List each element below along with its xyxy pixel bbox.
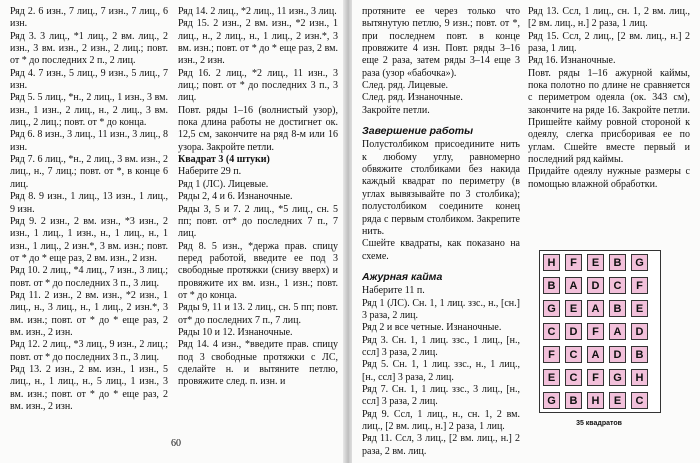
- paragraph: Ряд 5. 5 лиц., *н., 2 лиц., 1 изн., 3 вм. изн., 1 изн., 2 лиц., н., 2 лиц., 3 вм. лиц., 2 лиц.; повт. от * до конца.: [10, 92, 168, 129]
- paragraph: Ряды 10 и 12. Изнаночные.: [178, 326, 293, 338]
- square-cell: A: [587, 346, 604, 363]
- paragraph: Ряд 1 (ЛС). Сн. 1, 1 лиц. ззс., н., [сн.] 3 раза, 2 лиц.: [362, 297, 520, 321]
- left-column-1: [10, 6, 168, 413]
- square-cell: E: [565, 300, 582, 317]
- diagram-row: [540, 251, 660, 274]
- square-cell: E: [631, 300, 648, 317]
- left-column-2: [178, 6, 338, 389]
- paragraph: Ряд 6. 8 изн., 3 лиц., 11 изн., 3 лиц., 8 изн.: [10, 129, 168, 153]
- paragraph: Наберите 11 п.: [362, 285, 425, 297]
- paragraph: Ряд 16. Изнаночные.: [528, 55, 616, 67]
- square-cell: F: [543, 346, 560, 363]
- diagram-row: [540, 366, 660, 389]
- paragraph: Ряд 14. 4 изн., *введите прав. спицу под 3 свободные протяжки с ЛС, сделайте н. и вытяните петлю, провяжите след. п. изн. и: [178, 339, 338, 388]
- square-cell: A: [565, 277, 582, 294]
- square-cell: G: [609, 369, 626, 386]
- paragraph: Ряд 15. Ссл, 2 лиц., [2 вм. лиц., н.] 2 раза, 1 лиц.: [528, 30, 690, 55]
- paragraph: Ряд 9. 2 изн., 2 вм. изн., *3 изн., 2 изн., 1 лиц., 1 изн., н., 1 лиц., н., 1 изн., 1 лиц., 2 изн.*, 3 вм. изн.; повт. от * до * еще раз, 2 вм. изн., 2 изн.: [10, 215, 168, 264]
- paragraph: Ряд 14. 2 лиц., *2 лиц., 11 изн., 3 лиц.: [178, 6, 337, 17]
- square-cell: C: [609, 277, 626, 294]
- square-cell: G: [631, 254, 648, 271]
- square-cell: H: [543, 254, 560, 271]
- paragraph: Ряды 9, 11 и 13. 2 лиц., сн. 5 пп; повт. от* до последних 7 п., 7 лиц.: [178, 302, 338, 326]
- paragraph: Ряд 8. 5 изн., *держа прав. спицу перед работой, введите ее под 3 свободные протяжки (снизу вверх) и провяжите их вм. изн., 1 изн.; повт. от * до конца.: [178, 240, 338, 301]
- paragraph: протяните ее через только что вытянутую петлю, 9 изн.; повт. от *, при последнем повт. в конце провяжите 4 изн. Повт. ряды 3–16 еще 2 раза, затем ряды 3–14 еще 3 раза (узор «бабочка»).: [362, 6, 520, 79]
- square-cell: F: [587, 323, 604, 340]
- square-cell: A: [587, 300, 604, 317]
- paragraph: Ряд 5. Сн. 1, 1 лиц. ззс., н., 1 лиц., [н., ссл] 3 раза, 2 лиц.: [362, 359, 520, 383]
- square-cell: D: [565, 323, 582, 340]
- paragraph: Ряд 2. 6 изн., 7 лиц., 7 изн., 7 лиц., 6 изн.: [10, 6, 168, 30]
- diagram-row: [540, 297, 660, 320]
- paragraph: Ряд 7. 6 лиц., *н., 2 лиц., 3 вм. изн., 2 лиц., н., 7 лиц.; повт. от *, в конце 6 лиц.: [10, 154, 168, 190]
- square-cell: F: [631, 277, 648, 294]
- paragraph: Закройте петли.: [362, 104, 430, 116]
- section-heading: Завершение работы: [362, 125, 474, 138]
- paragraph: Повт. ряды 1–16 (волнистый узор), пока длина работы не достигнет ок. 12,5 см, закончите на ряд 8-м или 16 узора. Закройте петли.: [178, 104, 338, 153]
- square-cell: D: [587, 277, 604, 294]
- paragraph: Ряд 1 (ЛС). Лицевые.: [178, 178, 269, 190]
- subheading: Квадрат 3 (4 штуки): [178, 154, 270, 166]
- square-cell: C: [543, 323, 560, 340]
- paragraph: Ряд 13. 2 изн., 2 вм. изн., 1 изн., 5 лиц., н., 1 лиц., н., 5 лиц., 1 изн., 3 вм. изн.; повт. от * до * еще раз, 2 вм. изн., 2 изн.: [10, 363, 168, 412]
- paragraph: Повт. ряды 1–16 ажурной каймы, пока полотно по длине не сравняется с периметром одеяла (ок. 343 см), закончите на ряде 16. Закройте петли. Пришейте кайму ровной стороной к одеялу, слегка присборивая ее по углам. Сшейте вместе первый и последний ряд каймы.: [528, 67, 690, 166]
- paragraph: Ряд 9. Ссл, 1 лиц., н., сн. 1, 2 вм. лиц., [2 вм. лиц., н.] 2 раза, 1 лиц.: [362, 408, 520, 432]
- paragraph: Придайте одеялу нужные размеры с помощью влажной обработки.: [528, 166, 690, 190]
- paragraph: След. ряд. Изнаночные.: [362, 92, 463, 104]
- diagram-caption: 35 квадратов: [576, 420, 622, 427]
- paragraph: След. ряд. Лицевые.: [362, 80, 449, 92]
- paragraph: Наберите 29 п.: [178, 166, 242, 178]
- square-cell: B: [565, 392, 582, 409]
- paragraph: Ряды 2, 4 и 6. Изнаночные.: [178, 191, 293, 203]
- paragraph: Ряд 15. 2 изн., 2 вм. изн., *2 изн., 1 лиц., н., 2 лиц., н., 1 лиц., 2 изн.*, 3 вм. изн.; повт. от * до * еще раз, 2 вм. изн., 2 изн.: [178, 18, 338, 67]
- paragraph: Ряд 3. Сн. 1, 1 лиц. ззс., 1 лиц., [н., ссл] 3 раза, 2 лиц.: [362, 334, 520, 358]
- square-cell: B: [631, 346, 648, 363]
- square-cell: B: [543, 277, 560, 294]
- paragraph: Ряд 16. 2 лиц., *2 лиц., 11 изн., 3 лиц.; повт. от * до последних 3 п., 3 лиц.: [178, 67, 338, 104]
- square-cell: C: [631, 392, 648, 409]
- page-number: 60: [171, 438, 181, 449]
- square-cell: B: [609, 300, 626, 317]
- paragraph: Ряд 11. 2 изн., 2 вм. изн., *2 изн., 1 лиц., н., 3 лиц., н., 1 лиц., 2 изн.*, 3 вм. изн.; повт. от * до * еще раз, 2 вм. изн., 2 изн.: [10, 289, 168, 338]
- square-cell: F: [587, 369, 604, 386]
- square-cell: A: [609, 323, 626, 340]
- paragraph: Полустолбиком присоедините нить к любому углу, равномерно обвяжите столбиками без накида каждый квадрат по периметру (в углах вывязывайте по 3 столбика); полустолбиком соедините конец ряда с первым столбиком. Закрепите нить.: [362, 139, 520, 237]
- diagram-row: [540, 274, 660, 297]
- paragraph: Ряд 4. 7 изн., 5 лиц., 9 изн., 5 лиц., 7 изн.: [10, 67, 168, 92]
- square-cell: C: [565, 346, 582, 363]
- square-cell: E: [587, 254, 604, 271]
- paragraph: Ряд 3. 3 лиц., *1 лиц., 2 вм. лиц., 2 изн., 3 вм. изн., 2 изн., 2 лиц.; повт. от * до последних 2 п., 2 лиц.: [10, 30, 168, 67]
- diagram-row: [540, 389, 660, 412]
- square-cell: C: [565, 369, 582, 386]
- square-cell: D: [609, 346, 626, 363]
- diagram-row: [540, 343, 660, 366]
- paragraph: Ряды 3, 5 и 7. 2 лиц., *5 лиц., сн. 5 пп; повт. от* до последних 7 п., 7 лиц.: [178, 203, 338, 240]
- assembly-diagram: [539, 250, 661, 413]
- square-cell: B: [609, 254, 626, 271]
- paragraph: Ряд 2 и все четные. Изнаночные.: [362, 322, 502, 334]
- square-cell: H: [631, 369, 648, 386]
- section-heading: Ажурная кайма: [362, 270, 443, 283]
- square-cell: G: [543, 300, 560, 317]
- square-cell: E: [609, 392, 626, 409]
- right-column-2: [528, 6, 690, 191]
- paragraph: Ряд 7. Сн. 1, 1 лиц. ззс., 3 лиц., [н., ссл] 3 раза, 2 лиц.: [362, 383, 520, 408]
- right-column-1: [362, 6, 520, 458]
- square-cell: F: [565, 254, 582, 271]
- paragraph: Ряд 12. 2 лиц., *3 лиц., 9 изн., 2 лиц.; повт. от * до последних 3 п., 3 лиц.: [10, 339, 168, 363]
- paragraph: Ряд 11. Ссл, 3 лиц., [2 вм. лиц., н.] 2 раза, 2 вм. лиц.: [362, 433, 520, 457]
- paragraph: Сшейте квадраты, как показано на схеме.: [362, 238, 520, 262]
- right-page: [352, 0, 700, 463]
- paragraph: Ряд 13. Ссл, 1 лиц., сн. 1, 2 вм. лиц., [2 вм. лиц., н.] 2 раза, 1 лиц.: [528, 6, 690, 30]
- diagram-row: [540, 320, 660, 343]
- square-cell: E: [543, 369, 560, 386]
- left-page: [0, 0, 346, 463]
- paragraph: Ряд 8. 9 изн., 1 лиц., 13 изн., 1 лиц., 9 изн.: [10, 191, 168, 215]
- square-cell: G: [543, 392, 560, 409]
- square-cell: D: [631, 323, 648, 340]
- paragraph: Ряд 10. 2 лиц., *4 лиц., 7 изн., 3 лиц.; повт. от * до последних 3 п., 3 лиц.: [10, 265, 168, 289]
- square-cell: H: [587, 392, 604, 409]
